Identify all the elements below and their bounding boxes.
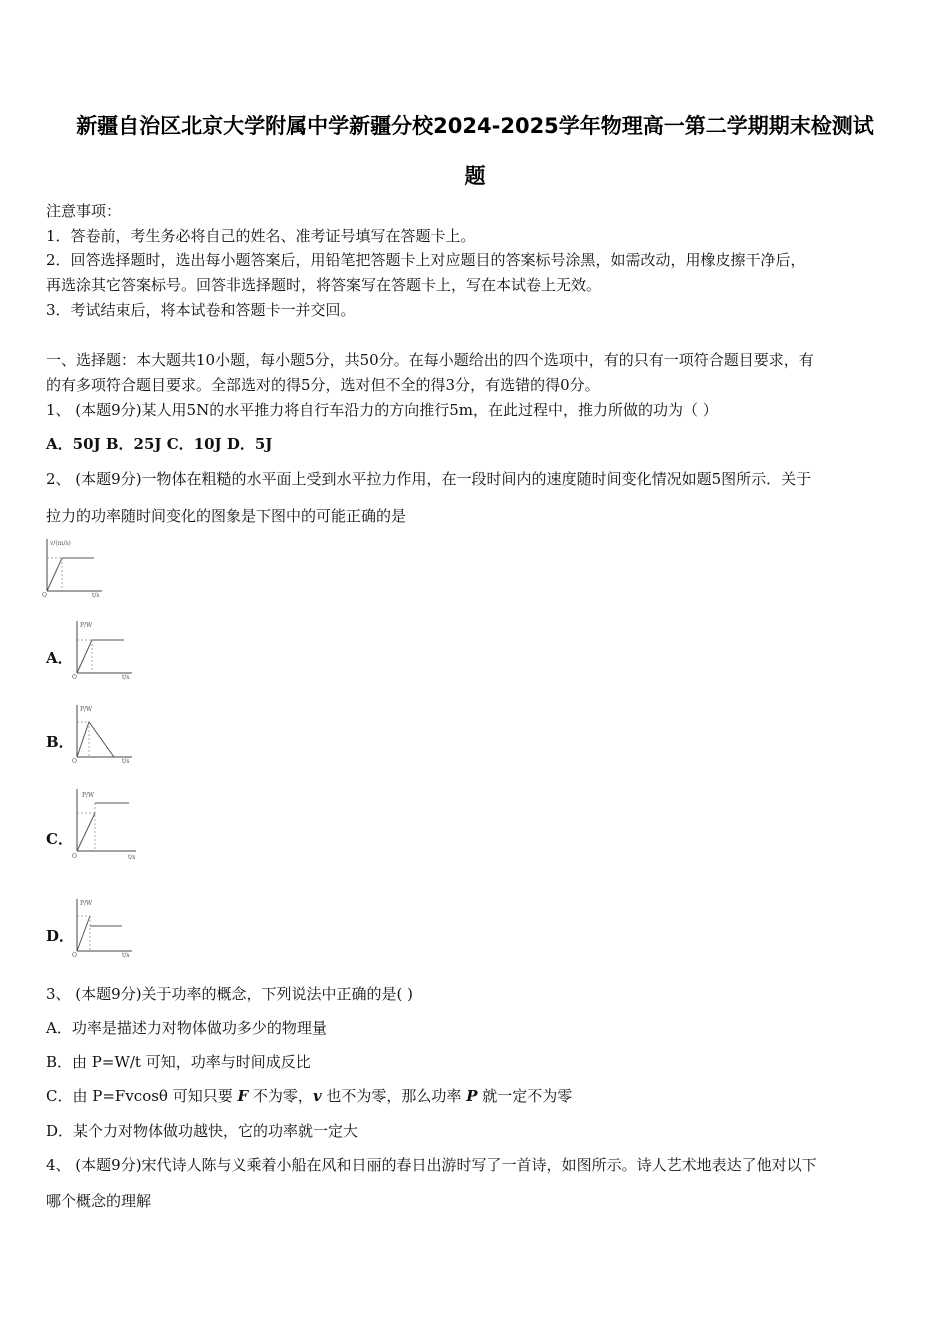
question-3-stem: 3、 (本题9分)关于功率的概念，下列说法中正确的是( ) <box>46 985 414 1003</box>
question-3-option-c <box>46 1086 572 1106</box>
t-axis-label: t/s <box>128 854 136 861</box>
t-axis-label: t/s <box>122 674 130 681</box>
v-axis-label: v/(m/s) <box>50 540 71 547</box>
exam-title-line-2: 题 <box>464 164 486 188</box>
option-c-suffix: 就一定不为零 <box>477 1087 573 1105</box>
question-4-stem-line-2: 哪个概念的理解 <box>46 1192 152 1210</box>
origin-label: O <box>72 853 77 860</box>
t-axis-label: t/s <box>122 758 130 765</box>
notice-heading: 注意事项： <box>46 202 122 220</box>
question-1-stem: 1、 (本题9分)某人用5N的水平推力将自行车沿力的方向推行5m，在此过程中，推力所做的功为（ ） <box>46 401 718 419</box>
question-2-stem-line-1: 2、 (本题9分)一物体在粗糙的水平面上受到水平拉力作用，在一段时间内的速度随时间变化情况如题5图所示．关于 <box>46 470 812 488</box>
option-d-power-graph <box>70 896 140 958</box>
velocity-symbol: v <box>312 1087 322 1105</box>
force-symbol: F <box>237 1087 249 1105</box>
notice-item: 1．答卷前，考生务必将自己的姓名、准考证号填写在答题卡上。 <box>46 227 476 245</box>
option-c-power-graph <box>70 786 142 862</box>
question-1-options: A．50J B．25J C．10J D．5J <box>46 435 273 453</box>
section-instructions-line-2: 的有多项符合题目要求。全部选对的得5分，选对但不全的得3分，有选错的得0分。 <box>46 376 600 394</box>
option-a-power-graph <box>70 618 140 680</box>
option-b-label: B． <box>46 733 74 751</box>
origin-label: O <box>42 592 47 599</box>
question-3-option-b: B．由 P=W/t 可知，功率与时间成反比 <box>46 1053 311 1071</box>
option-b-power-graph <box>70 702 140 764</box>
question-3-option-a: A．功率是描述力对物体做功多少的物理量 <box>46 1019 327 1037</box>
option-c-mid-2: 也不为零，那么功率 <box>321 1087 467 1105</box>
notice-item: 再选涂其它答案标号。回答非选择题时，将答案写在答题卡上，写在本试卷上无效。 <box>46 276 602 294</box>
notice-item: 2．回答选择题时，选出每小题答案后，用铅笔把答题卡上对应题目的答案标号涂黑，如需改动，用橡皮擦干净后， <box>46 251 806 269</box>
power-symbol: P <box>466 1087 478 1105</box>
p-axis-label: P/W <box>80 706 93 713</box>
velocity-time-graph <box>40 536 110 598</box>
section-instructions-line-1: 一、选择题：本大题共10小题，每小题5分，共50分。在每小题给出的四个选项中，有的只有一项符合题目要求，有 <box>46 351 814 369</box>
option-c-label: C． <box>46 830 73 848</box>
t-axis-label: t/s <box>92 592 100 599</box>
notice-item: 3．考试结束后，将本试卷和答题卡一并交回。 <box>46 301 356 319</box>
p-axis-label: P/W <box>80 900 93 907</box>
origin-label: O <box>72 952 77 959</box>
p-axis-label: P/W <box>80 622 93 629</box>
question-3-option-d: D．某个力对物体做功越快，它的功率就一定大 <box>46 1122 359 1140</box>
option-c-prefix: C．由 P=Fvcosθ 可知只要 <box>46 1087 238 1105</box>
t-axis-label: t/s <box>122 952 130 959</box>
question-4-stem-line-1: 4、 (本题9分)宋代诗人陈与义乘着小船在风和日丽的春日出游时写了一首诗，如图所示。诗人艺术地表达了他对以下 <box>46 1156 817 1174</box>
exam-title-line-1: 新疆自治区北京大学附属中学新疆分校2024-2025学年物理高一第二学期期末检测试 <box>76 114 874 138</box>
origin-label: O <box>72 758 77 765</box>
p-axis-label: P/W <box>82 792 95 799</box>
option-c-mid-1: 不为零， <box>248 1087 313 1105</box>
option-d-label: D． <box>46 927 75 945</box>
question-2-stem-line-2: 拉力的功率随时间变化的图象是下图中的可能正确的是 <box>46 507 407 525</box>
origin-label: O <box>72 674 77 681</box>
option-a-label: A． <box>46 649 73 667</box>
